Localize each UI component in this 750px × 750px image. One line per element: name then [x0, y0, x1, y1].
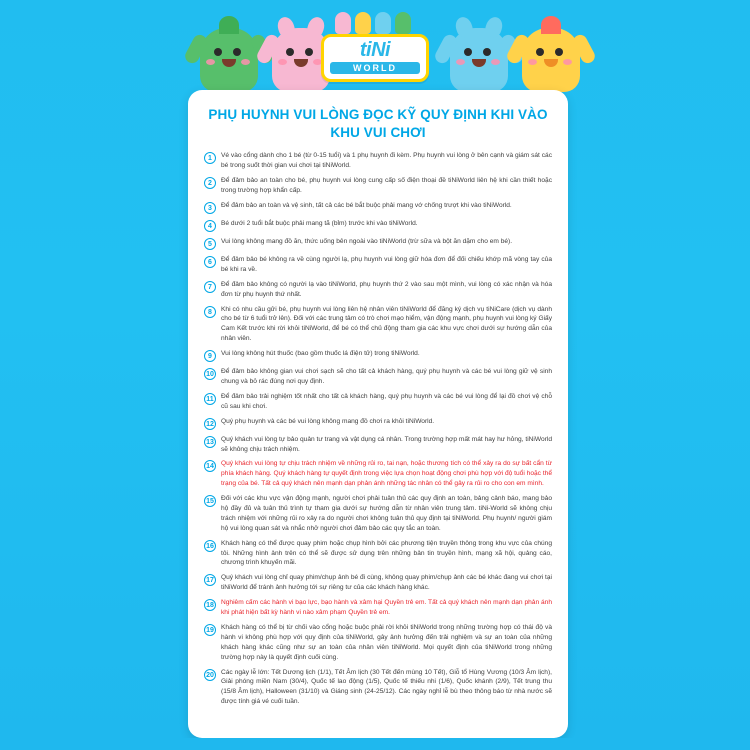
rule-number: 19 — [204, 624, 216, 636]
rule-item — [204, 219, 552, 232]
rule-text: Để đảm bảo không gian vui chơi sạch sẽ cho tất cả khách hàng, quý phụ huynh và các bé vui lòng giữ vệ sinh chung và bỏ rác đúng nơi quy định. — [221, 368, 552, 386]
rule-number: 2 — [204, 177, 216, 189]
rule-text: Quý phụ huynh và các bé vui lòng không mang đồ chơi ra khỏi tiNiWorld. — [221, 417, 435, 425]
rule-number: 9 — [204, 350, 216, 362]
logo-world-text: WORLD — [330, 62, 420, 74]
rule-item — [204, 435, 552, 455]
rule-text: Khách hàng có thể bị từ chối vào cổng hoặc buộc phải rời khỏi tiNiWorld trong những trường hợp có thái độ và hành vi không phù hợp với quy định của tiNiWorld, gây ảnh hưởng đến trải nghiệm và sự an toàn của những khách hàng khác cũng như sự an toàn của nhân viên tiNiWorld. Mọi quyết định của tiNiWorld trong những trường hợp này là quyết định cuối cùng. — [221, 623, 552, 661]
rule-number: 5 — [204, 238, 216, 250]
rule-text: Các ngày lễ lớn: Tết Dương lịch (1/1), Tết Âm lịch (30 Tết đến mùng 10 Tết), Giỗ tổ Hùng Vương (10/3 Âm lịch), Giải phóng miền Nam (30/4), Quốc tế lao động (1/5), Quốc tế thiếu nhi (1/6), Quốc khánh (2/9), Tết trung thu (15/8 Âm lịch), Halloween (31/10) và Giáng sinh (24-25/12). Các ngày nghỉ lễ bù theo thông báo từ nhà nước sẽ được tính giá vé cuối tuần. — [221, 668, 552, 706]
rule-text: Để đảm bảo trải nghiệm tốt nhất cho tất cả khách hàng, quý phụ huynh và các bé vui lòng để lại đồ chơi vệ chỗ cũ sau khi chơi. — [221, 392, 552, 410]
rule-item — [204, 280, 552, 300]
rule-text: Bé dưới 2 tuổi bắt buộc phải mang tã (bỉm) trước khi vào tiNiWorld. — [221, 220, 418, 227]
rule-number: 6 — [204, 256, 216, 268]
rule-text: Đối với các khu vực vận động mạnh, người chơi phải tuân thủ các quy định an toàn, bảng cảnh báo, mang bảo hộ đầy đủ và tuân thủ trình tự tham gia dưới sự hướng dẫn từ nhân viên trung tâm. tiNi-World sẽ không chịu trách nhiệm với những rủi ro xảy ra do người chơi không tuân thủ quy định tại tiNiWorld. Phụ huynh/ người giám hộ vui lòng quan sát và nhắc nhở người chơi đảm bảo các quy tắc an toàn. — [221, 495, 552, 532]
rule-text: Nghiêm cấm các hành vi bạo lực, bạo hành và xâm hại Quyền trẻ em. Tất cả quý khách nên mạnh dạn phản ánh khi phát hiện bất kỳ hành vi nào xâm phạm Quyền trẻ em. — [221, 599, 552, 617]
rule-item — [204, 598, 552, 618]
mascot-bunny — [450, 28, 508, 92]
rule-item — [204, 151, 552, 171]
mascot-dinosaur — [200, 28, 258, 92]
rule-text: Khi có nhu cầu gửi bé, phụ huynh vui lòng liên hệ nhân viên tiNiWorld để đăng ký dịch vụ tiNiCare (dịch vụ dành cho bé từ 6 tuổi trở lên). Đối với các trung tâm có trò chơi mạo hiểm, vận động mạnh, phụ huynh vui lòng ký Giấy Cam Kết trước khi rời khỏi tiNiWorld, để bé có thể chủ động tham gia các khu vực chơi dưới sự hướng dẫn của nhân viên. — [221, 305, 552, 343]
rule-number: 15 — [204, 495, 216, 507]
rule-item — [204, 459, 552, 489]
rule-number: 16 — [204, 540, 216, 552]
rule-text: Để đảm bảo bé không ra về cùng người lạ, phụ huynh vui lòng giữ hóa đơn để đối chiếu khớp mã vòng tay của bé khi ra về. — [221, 256, 552, 273]
rule-item — [204, 305, 552, 345]
rule-text: Vé vào cổng dành cho 1 bé (từ 0-15 tuổi) và 1 phụ huynh đi kèm. Phụ huynh vui lòng ở bên cạnh và giám sát các bé trong suốt thời gian vui chơi tại tiNiWorld. — [221, 152, 552, 170]
logo-tini-text: tiNi — [359, 39, 391, 61]
rule-text: Vui lòng không hút thuốc (bao gồm thuốc lá điện tử) trong tiNiWorld. — [221, 350, 420, 358]
rule-number: 8 — [204, 306, 216, 318]
rule-number: 17 — [204, 574, 216, 586]
rule-item — [204, 201, 552, 214]
rule-text: Để đảm bảo an toàn và vệ sinh, tất cả các bé bắt buộc phải mang vớ chống trượt khi vào tiNiWorld. — [221, 202, 512, 209]
rule-number: 1 — [204, 152, 216, 164]
rule-item — [204, 176, 552, 196]
rule-item — [204, 623, 552, 663]
rule-item — [204, 539, 552, 569]
tiniworld-logo — [321, 8, 429, 82]
rule-text: Quý khách vui lòng tự bảo quản tư trang và vật dụng cá nhân. Trong trường hợp mất mát hay hư hỏng, tiNiWorld sẽ không chịu trách nhiệm. — [221, 435, 552, 453]
rule-item — [204, 367, 552, 387]
rule-number: 4 — [204, 220, 216, 232]
rules-list — [204, 151, 552, 707]
rule-text: Quý khách vui lòng tự chịu trách nhiệm về những rủi ro, tai nạn, hoặc thương tích có thể xảy ra do sự bất cẩn từ phía khách hàng. Quý khách hàng tự quyết định trong việc lựa chọn hoạt động chơi phù hợp với độ tuổi hoặc thể trạng của bé. Tất cả quý khách nên mạnh dạn phản ánh những tác nhân có thể gây ra rủi ro cho con em mình. — [221, 460, 552, 488]
rule-number: 12 — [204, 418, 216, 430]
mascot-chick — [522, 28, 580, 92]
rule-text: Quý khách vui lòng chỉ quay phim/chụp ảnh bé đi cùng, không quay phim/chụp ảnh các bé khác đang vui chơi tại tiNiWorld để tránh ảnh hưởng tới sự riêng tư của các khách hàng khác. — [221, 574, 552, 592]
rule-text: Vui lòng không mang đồ ăn, thức uống bên ngoài vào tiNiWorld (trừ sữa và bột ăn dặm cho em bé). — [221, 238, 513, 245]
rule-text: Để đảm bảo an toàn cho bé, phụ huynh vui lòng cung cấp số điện thoại đề tiNiWorld liên hệ khi cần thiết hoặc trong trường hợp khẩn cấp. — [221, 177, 552, 195]
rule-text: Để đảm bảo không có người lạ vào tiNiWorld, phụ huynh thứ 2 vào sau một mình, vui lòng có xác nhận và hóa đơn từ phụ huynh thứ nhất. — [221, 280, 552, 298]
rules-card — [188, 90, 568, 738]
rule-number: 14 — [204, 460, 216, 472]
mascot-band — [0, 0, 750, 94]
rule-item — [204, 494, 552, 534]
page-title: PHỤ HUYNH VUI LÒNG ĐỌC KỸ QUY ĐỊNH KHI VÀO KHU VUI CHƠI — [208, 107, 548, 141]
rule-number: 13 — [204, 436, 216, 448]
rule-number: 20 — [204, 669, 216, 681]
rule-item — [204, 255, 552, 275]
rule-item — [204, 668, 552, 708]
rule-item — [204, 237, 552, 250]
bottom-strip — [0, 738, 750, 750]
rule-text: Khách hàng có thể được quay phim hoặc chụp hình bởi các phương tiện truyền thông trong khu vực của chúng tôi. Những hình ảnh trên có thể sẽ được sử dụng trên những bản tin truyền hình, mạng xã hội, quảng cáo, chương trình khuyến mãi. — [221, 539, 552, 567]
rule-number: 7 — [204, 281, 216, 293]
logo-kids-decoration — [321, 8, 429, 34]
rule-item — [204, 417, 552, 430]
rule-number: 3 — [204, 202, 216, 214]
rule-item — [204, 392, 552, 412]
rule-item — [204, 349, 552, 362]
rule-number: 10 — [204, 368, 216, 380]
rule-number: 18 — [204, 599, 216, 611]
logo-badge — [321, 34, 429, 82]
rule-item — [204, 573, 552, 593]
rule-number: 11 — [204, 393, 216, 405]
